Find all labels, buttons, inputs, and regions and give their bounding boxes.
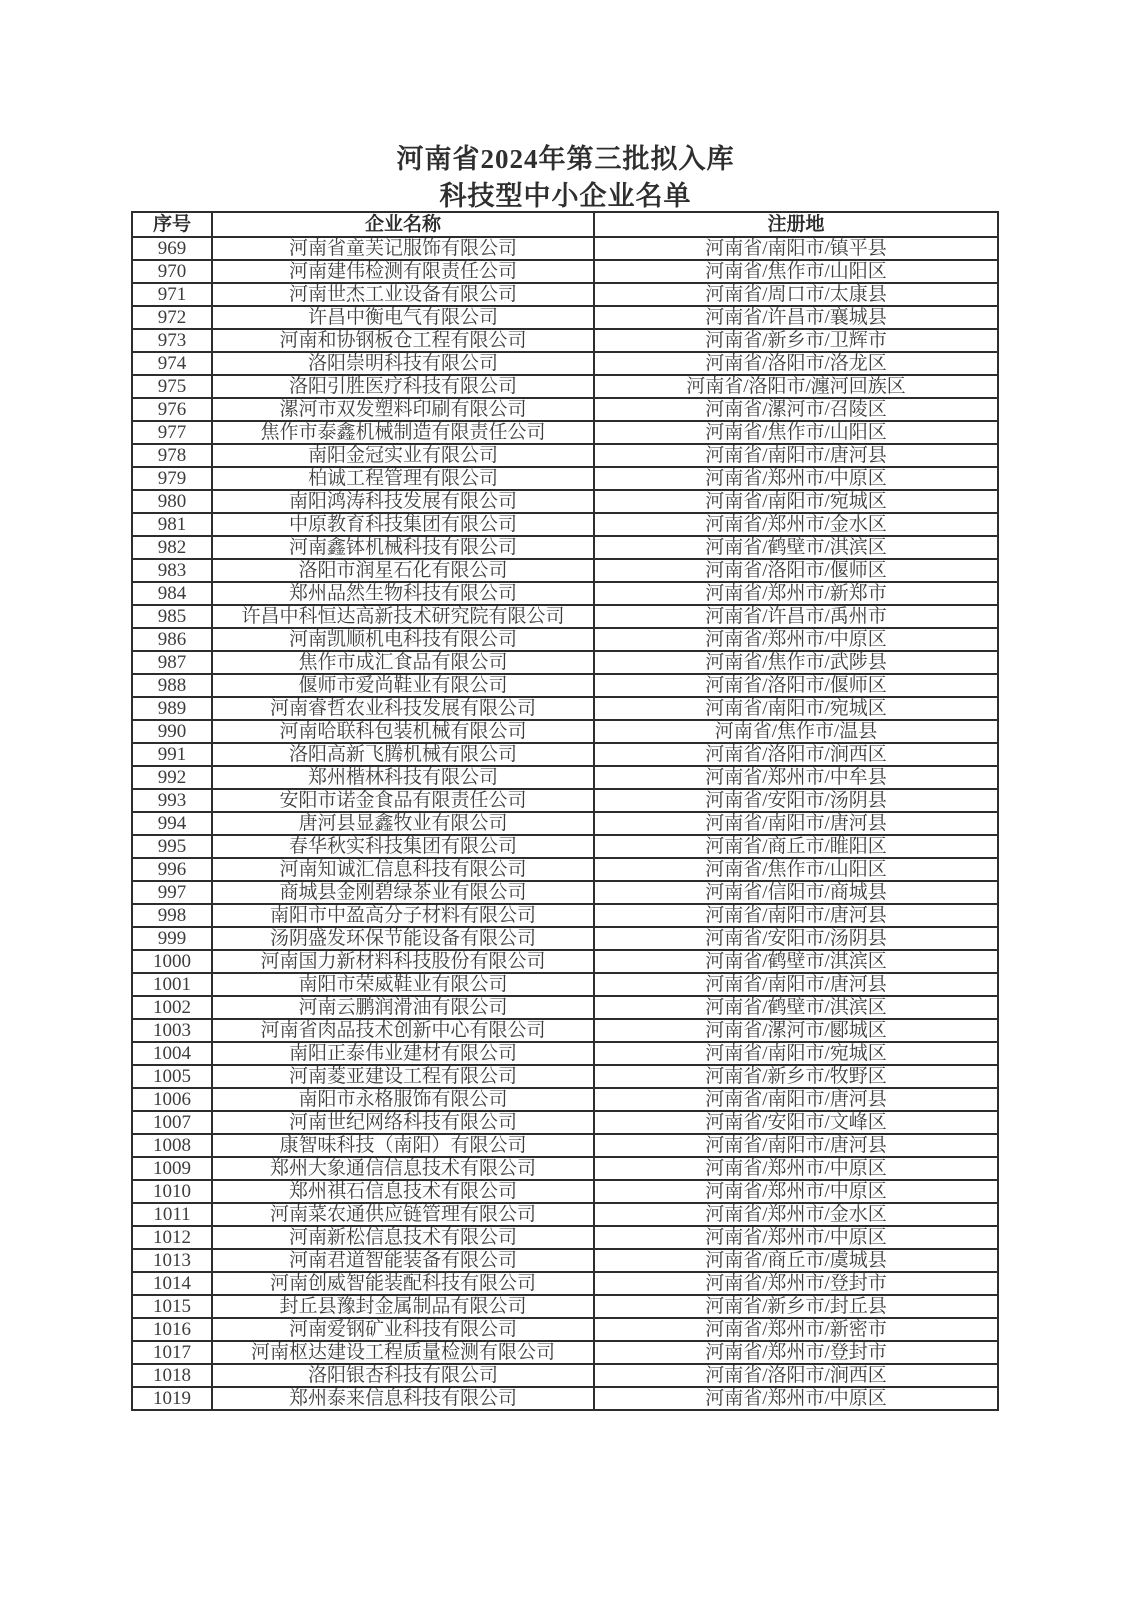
company-table xyxy=(131,211,999,1411)
table-row xyxy=(132,1157,998,1180)
cell-company-name: 南阳金冠实业有限公司 xyxy=(212,444,594,467)
cell-seq: 1006 xyxy=(132,1088,212,1111)
table-row xyxy=(132,1203,998,1226)
cell-seq: 980 xyxy=(132,490,212,513)
cell-registration-location: 河南省/郑州市/中原区 xyxy=(594,1387,998,1410)
cell-registration-location: 河南省/鹤壁市/淇滨区 xyxy=(594,536,998,559)
cell-company-name: 河南爱钢矿业科技有限公司 xyxy=(212,1318,594,1341)
cell-seq: 982 xyxy=(132,536,212,559)
table-row xyxy=(132,858,998,881)
cell-registration-location: 河南省/鹤壁市/淇滨区 xyxy=(594,950,998,973)
cell-company-name: 南阳市荣威鞋业有限公司 xyxy=(212,973,594,996)
column-header-company-name: 企业名称 xyxy=(212,212,594,237)
cell-company-name: 河南省肉品技术创新中心有限公司 xyxy=(212,1019,594,1042)
table-row xyxy=(132,536,998,559)
cell-company-name: 河南省童芙记服饰有限公司 xyxy=(212,237,594,260)
cell-registration-location: 河南省/郑州市/新密市 xyxy=(594,1318,998,1341)
table-row xyxy=(132,628,998,651)
table-row xyxy=(132,260,998,283)
table-row xyxy=(132,467,998,490)
cell-company-name: 南阳市永格服饰有限公司 xyxy=(212,1088,594,1111)
cell-registration-location: 河南省/郑州市/中原区 xyxy=(594,1180,998,1203)
cell-registration-location: 河南省/南阳市/唐河县 xyxy=(594,1088,998,1111)
table-row xyxy=(132,1249,998,1272)
table-row xyxy=(132,973,998,996)
cell-registration-location: 河南省/南阳市/唐河县 xyxy=(594,812,998,835)
cell-seq: 988 xyxy=(132,674,212,697)
cell-company-name: 河南和协钢板仓工程有限公司 xyxy=(212,329,594,352)
table-row xyxy=(132,352,998,375)
cell-registration-location: 河南省/周口市/太康县 xyxy=(594,283,998,306)
cell-company-name: 洛阳崇明科技有限公司 xyxy=(212,352,594,375)
table-row xyxy=(132,1111,998,1134)
cell-company-name: 郑州祺石信息技术有限公司 xyxy=(212,1180,594,1203)
table-row xyxy=(132,1272,998,1295)
cell-registration-location: 河南省/漯河市/郾城区 xyxy=(594,1019,998,1042)
cell-company-name: 洛阳市润星石化有限公司 xyxy=(212,559,594,582)
cell-seq: 1003 xyxy=(132,1019,212,1042)
cell-company-name: 商城县金刚碧绿茶业有限公司 xyxy=(212,881,594,904)
table-row xyxy=(132,444,998,467)
cell-registration-location: 河南省/南阳市/唐河县 xyxy=(594,444,998,467)
page-title xyxy=(0,141,1131,215)
table-row xyxy=(132,766,998,789)
cell-company-name: 河南创威智能装配科技有限公司 xyxy=(212,1272,594,1295)
table-row xyxy=(132,1134,998,1157)
cell-company-name: 许昌中科恒达高新技术研究院有限公司 xyxy=(212,605,594,628)
cell-seq: 972 xyxy=(132,306,212,329)
cell-seq: 1001 xyxy=(132,973,212,996)
cell-company-name: 河南知诚汇信息科技有限公司 xyxy=(212,858,594,881)
cell-registration-location: 河南省/南阳市/镇平县 xyxy=(594,237,998,260)
page-title-line-1: 河南省2024年第三批拟入库 xyxy=(396,144,735,174)
table-row xyxy=(132,881,998,904)
cell-company-name: 洛阳银杏科技有限公司 xyxy=(212,1364,594,1387)
table-row xyxy=(132,904,998,927)
cell-company-name: 许昌中衡电气有限公司 xyxy=(212,306,594,329)
cell-seq: 999 xyxy=(132,927,212,950)
cell-company-name: 偃师市爱尚鞋业有限公司 xyxy=(212,674,594,697)
cell-company-name: 唐河县显鑫牧业有限公司 xyxy=(212,812,594,835)
cell-company-name: 河南凯顺机电科技有限公司 xyxy=(212,628,594,651)
cell-registration-location: 河南省/焦作市/山阳区 xyxy=(594,260,998,283)
cell-company-name: 洛阳引胜医疗科技有限公司 xyxy=(212,375,594,398)
table-row xyxy=(132,927,998,950)
cell-company-name: 郑州大象通信信息技术有限公司 xyxy=(212,1157,594,1180)
cell-seq: 1008 xyxy=(132,1134,212,1157)
cell-registration-location: 河南省/郑州市/金水区 xyxy=(594,513,998,536)
cell-registration-location: 河南省/许昌市/襄城县 xyxy=(594,306,998,329)
cell-company-name: 春华秋实科技集团有限公司 xyxy=(212,835,594,858)
cell-company-name: 焦作市泰鑫机械制造有限责任公司 xyxy=(212,421,594,444)
cell-registration-location: 河南省/鹤壁市/淇滨区 xyxy=(594,996,998,1019)
cell-seq: 1009 xyxy=(132,1157,212,1180)
cell-company-name: 柏诚工程管理有限公司 xyxy=(212,467,594,490)
cell-registration-location: 河南省/安阳市/文峰区 xyxy=(594,1111,998,1134)
cell-registration-location: 河南省/南阳市/宛城区 xyxy=(594,697,998,720)
table-row xyxy=(132,490,998,513)
cell-company-name: 河南世纪网络科技有限公司 xyxy=(212,1111,594,1134)
table-row xyxy=(132,789,998,812)
cell-company-name: 康智味科技（南阳）有限公司 xyxy=(212,1134,594,1157)
table-row xyxy=(132,421,998,444)
cell-seq: 1005 xyxy=(132,1065,212,1088)
cell-seq: 974 xyxy=(132,352,212,375)
cell-seq: 1013 xyxy=(132,1249,212,1272)
cell-registration-location: 河南省/安阳市/汤阴县 xyxy=(594,789,998,812)
cell-registration-location: 河南省/郑州市/中原区 xyxy=(594,1226,998,1249)
table-row xyxy=(132,283,998,306)
cell-seq: 989 xyxy=(132,697,212,720)
table-body xyxy=(132,237,998,1410)
table-row xyxy=(132,513,998,536)
cell-registration-location: 河南省/洛阳市/洛龙区 xyxy=(594,352,998,375)
cell-company-name: 河南新松信息技术有限公司 xyxy=(212,1226,594,1249)
cell-company-name: 汤阴盛发环保节能设备有限公司 xyxy=(212,927,594,950)
table-row xyxy=(132,1318,998,1341)
cell-company-name: 南阳正泰伟业建材有限公司 xyxy=(212,1042,594,1065)
cell-seq: 987 xyxy=(132,651,212,674)
cell-registration-location: 河南省/新乡市/牧野区 xyxy=(594,1065,998,1088)
cell-registration-location: 河南省/南阳市/唐河县 xyxy=(594,1134,998,1157)
cell-seq: 970 xyxy=(132,260,212,283)
cell-seq: 984 xyxy=(132,582,212,605)
cell-registration-location: 河南省/新乡市/封丘县 xyxy=(594,1295,998,1318)
cell-registration-location: 河南省/新乡市/卫辉市 xyxy=(594,329,998,352)
cell-seq: 1010 xyxy=(132,1180,212,1203)
cell-seq: 983 xyxy=(132,559,212,582)
cell-registration-location: 河南省/安阳市/汤阴县 xyxy=(594,927,998,950)
table-row xyxy=(132,697,998,720)
cell-seq: 1002 xyxy=(132,996,212,1019)
cell-seq: 978 xyxy=(132,444,212,467)
cell-seq: 1016 xyxy=(132,1318,212,1341)
cell-company-name: 郑州品然生物科技有限公司 xyxy=(212,582,594,605)
cell-seq: 981 xyxy=(132,513,212,536)
cell-seq: 994 xyxy=(132,812,212,835)
cell-company-name: 河南云鹏润滑油有限公司 xyxy=(212,996,594,1019)
cell-registration-location: 河南省/南阳市/唐河县 xyxy=(594,904,998,927)
cell-registration-location: 河南省/漯河市/召陵区 xyxy=(594,398,998,421)
cell-registration-location: 河南省/洛阳市/偃师区 xyxy=(594,674,998,697)
cell-registration-location: 河南省/南阳市/唐河县 xyxy=(594,973,998,996)
cell-seq: 996 xyxy=(132,858,212,881)
table-row xyxy=(132,559,998,582)
table-row xyxy=(132,1341,998,1364)
cell-seq: 1012 xyxy=(132,1226,212,1249)
table-row xyxy=(132,674,998,697)
table-row xyxy=(132,743,998,766)
cell-company-name: 郑州泰来信息科技有限公司 xyxy=(212,1387,594,1410)
cell-registration-location: 河南省/郑州市/登封市 xyxy=(594,1272,998,1295)
cell-company-name: 洛阳高新飞腾机械有限公司 xyxy=(212,743,594,766)
cell-company-name: 南阳市中盈高分子材料有限公司 xyxy=(212,904,594,927)
table-row xyxy=(132,605,998,628)
cell-seq: 973 xyxy=(132,329,212,352)
cell-seq: 1007 xyxy=(132,1111,212,1134)
table-row xyxy=(132,1226,998,1249)
cell-registration-location: 河南省/焦作市/武陟县 xyxy=(594,651,998,674)
table-row xyxy=(132,1387,998,1410)
cell-company-name: 郑州楷林科技有限公司 xyxy=(212,766,594,789)
table-row xyxy=(132,1364,998,1387)
cell-seq: 971 xyxy=(132,283,212,306)
cell-seq: 992 xyxy=(132,766,212,789)
cell-seq: 986 xyxy=(132,628,212,651)
cell-company-name: 漯河市双发塑料印刷有限公司 xyxy=(212,398,594,421)
cell-registration-location: 河南省/商丘市/虞城县 xyxy=(594,1249,998,1272)
cell-seq: 979 xyxy=(132,467,212,490)
page-title-line-2: 科技型中小企业名单 xyxy=(439,181,692,211)
cell-seq: 1011 xyxy=(132,1203,212,1226)
table-row xyxy=(132,1295,998,1318)
table-row xyxy=(132,582,998,605)
cell-seq: 997 xyxy=(132,881,212,904)
cell-seq: 1014 xyxy=(132,1272,212,1295)
cell-company-name: 南阳鸿涛科技发展有限公司 xyxy=(212,490,594,513)
cell-company-name: 焦作市成汇食品有限公司 xyxy=(212,651,594,674)
cell-seq: 1000 xyxy=(132,950,212,973)
cell-seq: 977 xyxy=(132,421,212,444)
table-row xyxy=(132,1042,998,1065)
cell-seq: 1019 xyxy=(132,1387,212,1410)
cell-company-name: 河南世杰工业设备有限公司 xyxy=(212,283,594,306)
cell-company-name: 河南枢达建设工程质量检测有限公司 xyxy=(212,1341,594,1364)
cell-seq: 1018 xyxy=(132,1364,212,1387)
table-row xyxy=(132,950,998,973)
cell-company-name: 河南哈联科包装机械有限公司 xyxy=(212,720,594,743)
cell-registration-location: 河南省/商丘市/睢阳区 xyxy=(594,835,998,858)
cell-company-name: 安阳市诺金食品有限责任公司 xyxy=(212,789,594,812)
table-row xyxy=(132,651,998,674)
table-row xyxy=(132,329,998,352)
cell-company-name: 河南国力新材料科技股份有限公司 xyxy=(212,950,594,973)
table-row xyxy=(132,996,998,1019)
cell-registration-location: 河南省/郑州市/中牟县 xyxy=(594,766,998,789)
column-header-seq: 序号 xyxy=(132,212,212,237)
cell-registration-location: 河南省/洛阳市/涧西区 xyxy=(594,1364,998,1387)
cell-registration-location: 河南省/郑州市/中原区 xyxy=(594,628,998,651)
table-row xyxy=(132,306,998,329)
table-row xyxy=(132,398,998,421)
cell-seq: 990 xyxy=(132,720,212,743)
cell-registration-location: 河南省/洛阳市/偃师区 xyxy=(594,559,998,582)
cell-registration-location: 河南省/洛阳市/涧西区 xyxy=(594,743,998,766)
cell-registration-location: 河南省/南阳市/宛城区 xyxy=(594,490,998,513)
cell-company-name: 中原教育科技集团有限公司 xyxy=(212,513,594,536)
cell-seq: 995 xyxy=(132,835,212,858)
cell-registration-location: 河南省/许昌市/禹州市 xyxy=(594,605,998,628)
cell-registration-location: 河南省/焦作市/山阳区 xyxy=(594,858,998,881)
table-row xyxy=(132,720,998,743)
table-row xyxy=(132,1019,998,1042)
cell-seq: 991 xyxy=(132,743,212,766)
cell-registration-location: 河南省/洛阳市/瀍河回族区 xyxy=(594,375,998,398)
table-row xyxy=(132,812,998,835)
cell-seq: 1004 xyxy=(132,1042,212,1065)
cell-registration-location: 河南省/信阳市/商城县 xyxy=(594,881,998,904)
table-row xyxy=(132,1180,998,1203)
cell-company-name: 河南菱亚建设工程有限公司 xyxy=(212,1065,594,1088)
cell-seq: 1017 xyxy=(132,1341,212,1364)
cell-seq: 975 xyxy=(132,375,212,398)
table-row xyxy=(132,375,998,398)
cell-company-name: 河南菜农通供应链管理有限公司 xyxy=(212,1203,594,1226)
cell-registration-location: 河南省/郑州市/新郑市 xyxy=(594,582,998,605)
cell-company-name: 河南睿哲农业科技发展有限公司 xyxy=(212,697,594,720)
table-row xyxy=(132,835,998,858)
cell-company-name: 河南鑫钵机械科技有限公司 xyxy=(212,536,594,559)
cell-seq: 998 xyxy=(132,904,212,927)
cell-seq: 976 xyxy=(132,398,212,421)
table-row xyxy=(132,237,998,260)
cell-registration-location: 河南省/郑州市/金水区 xyxy=(594,1203,998,1226)
cell-registration-location: 河南省/南阳市/宛城区 xyxy=(594,1042,998,1065)
cell-company-name: 河南建伟检测有限责任公司 xyxy=(212,260,594,283)
table-row xyxy=(132,1065,998,1088)
cell-registration-location: 河南省/郑州市/登封市 xyxy=(594,1341,998,1364)
cell-registration-location: 河南省/焦作市/温县 xyxy=(594,720,998,743)
cell-company-name: 河南君道智能装备有限公司 xyxy=(212,1249,594,1272)
cell-company-name: 封丘县豫封金属制品有限公司 xyxy=(212,1295,594,1318)
cell-seq: 1015 xyxy=(132,1295,212,1318)
table-row xyxy=(132,1088,998,1111)
cell-seq: 993 xyxy=(132,789,212,812)
column-header-registration-location: 注册地 xyxy=(594,212,998,237)
cell-seq: 969 xyxy=(132,237,212,260)
cell-registration-location: 河南省/焦作市/山阳区 xyxy=(594,421,998,444)
cell-registration-location: 河南省/郑州市/中原区 xyxy=(594,467,998,490)
cell-seq: 985 xyxy=(132,605,212,628)
cell-registration-location: 河南省/郑州市/中原区 xyxy=(594,1157,998,1180)
table-header-row xyxy=(132,212,998,237)
